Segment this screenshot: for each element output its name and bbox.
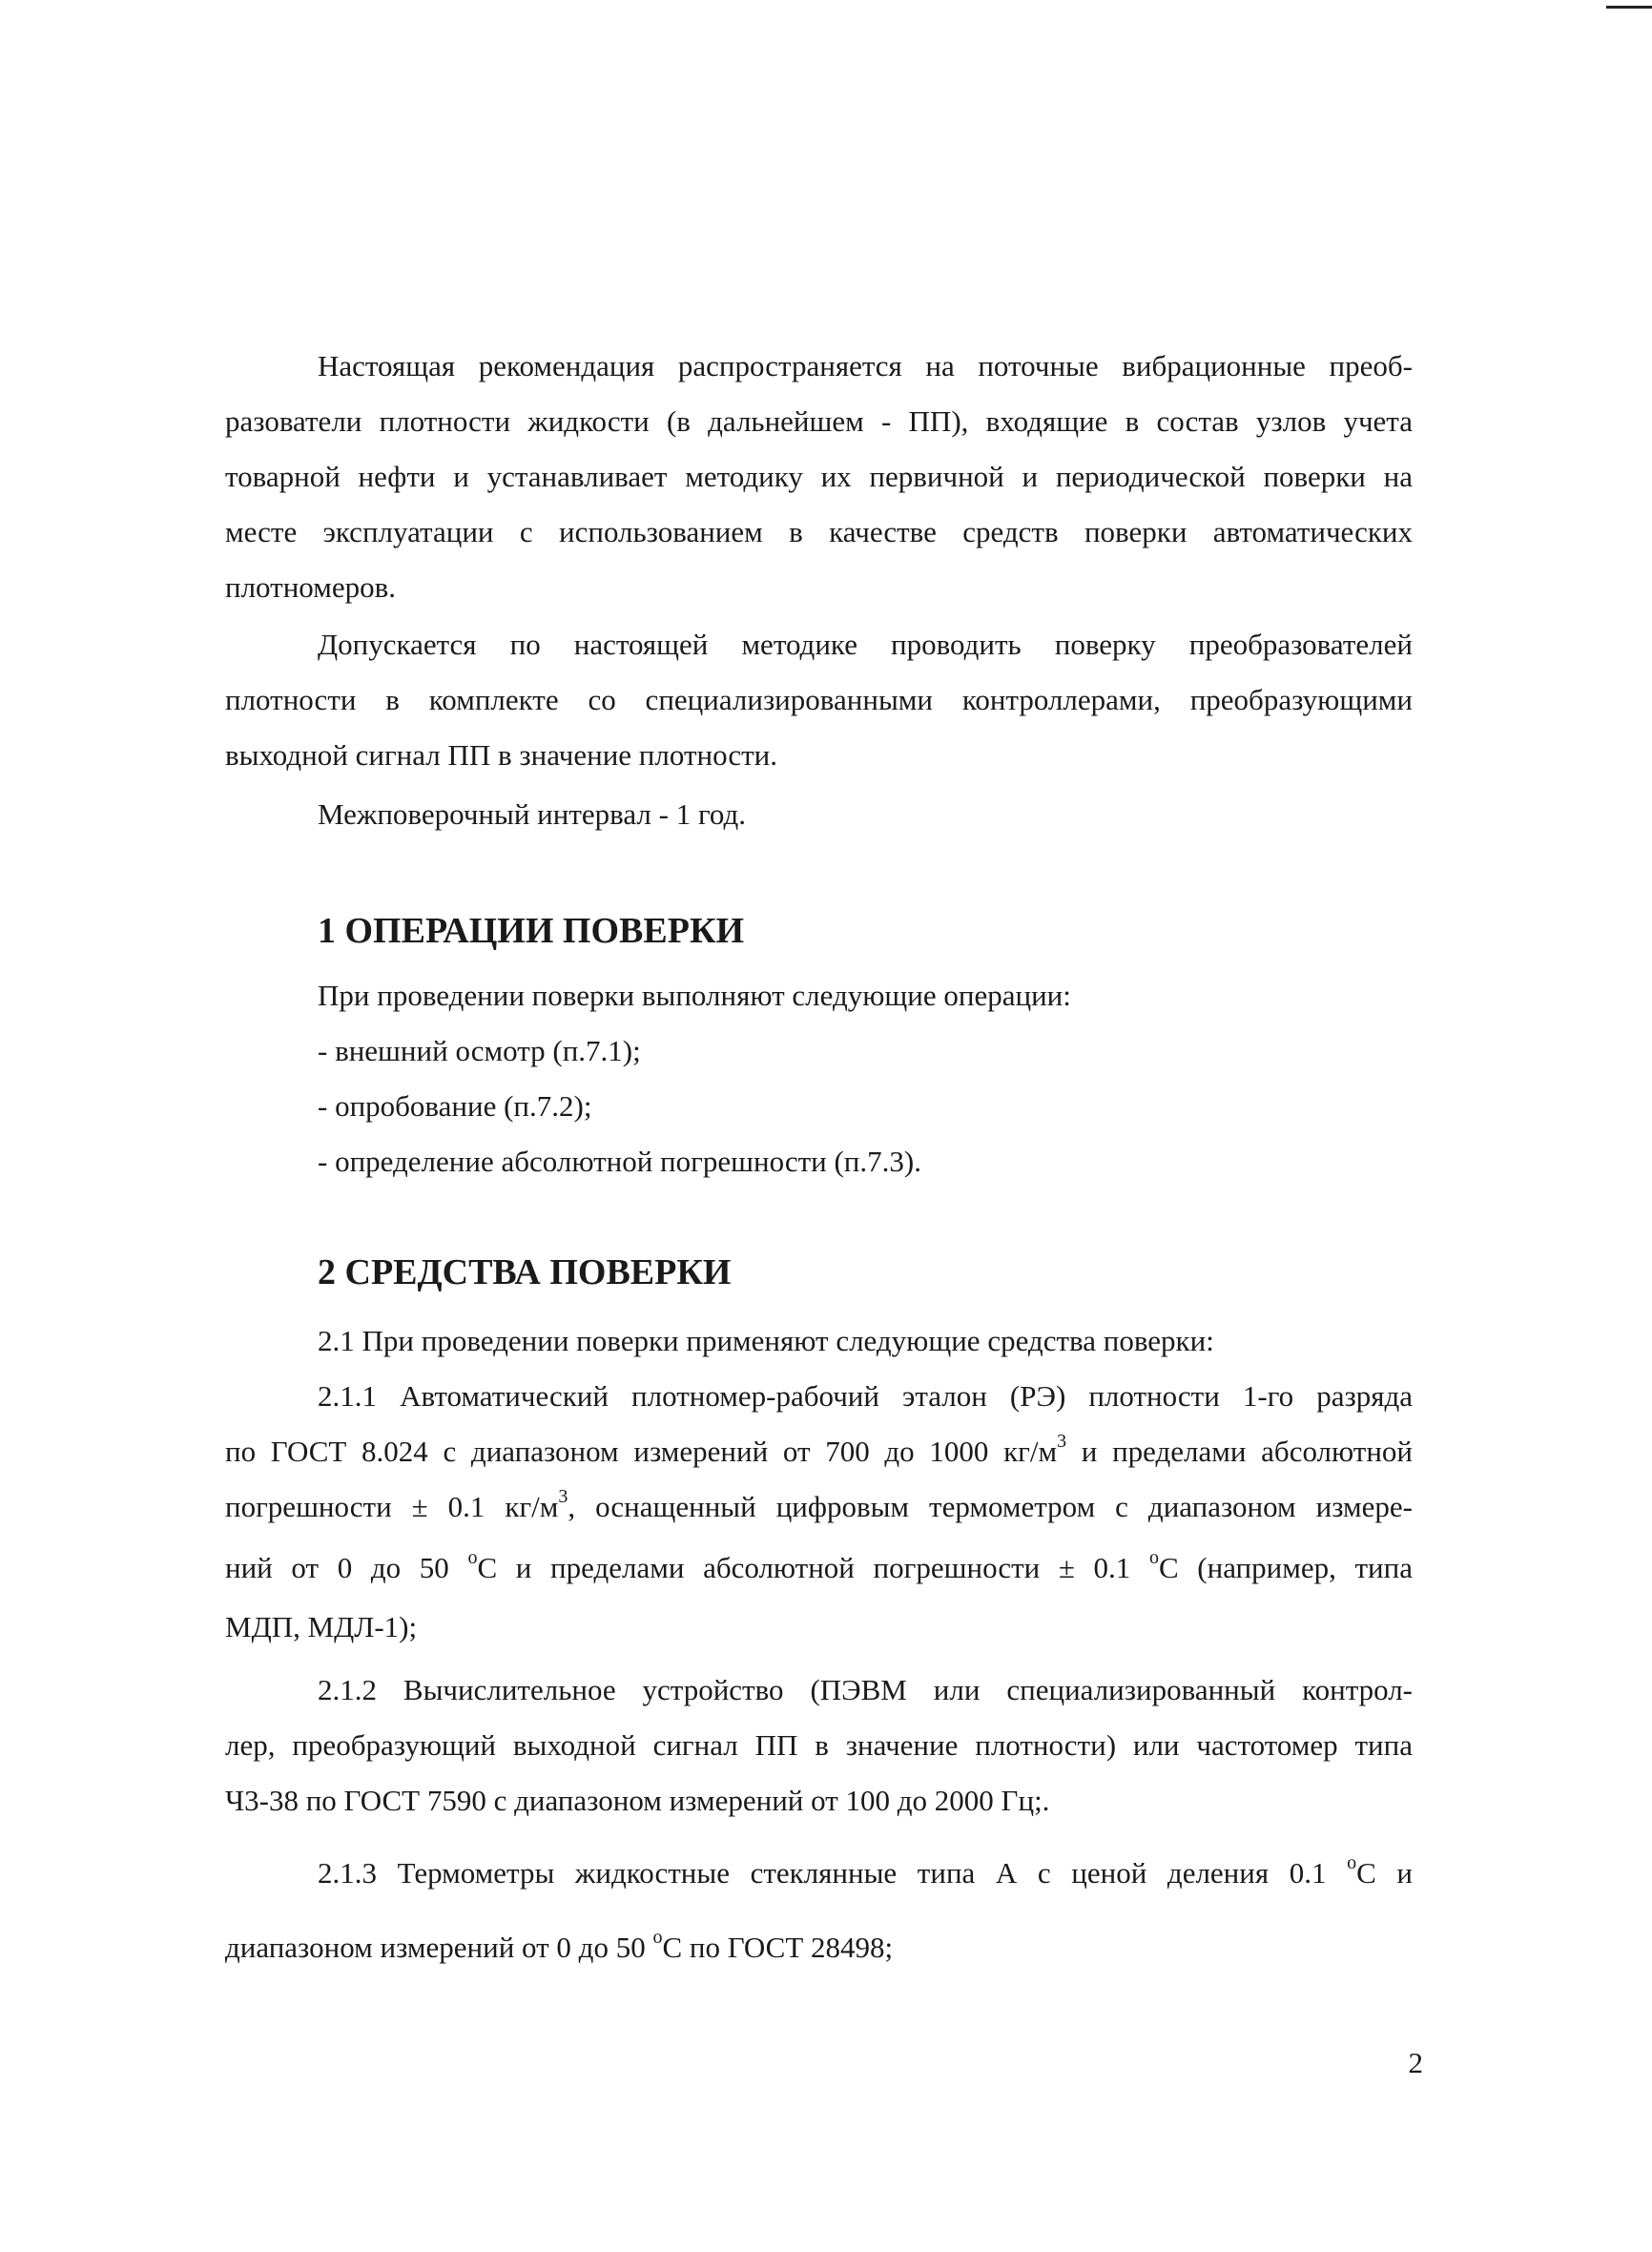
intro-p2-line-1: Допускается по настоящей методике проводить поверку преобразователей xyxy=(318,628,1413,661)
section-2-p212-line-2: лер, преобразующий выходной сигнал ПП в значение плотности) или частотомер типа xyxy=(225,1728,1413,1762)
intro-p1-line-5: плотномеров. xyxy=(225,570,396,604)
section-1-item-1: - внешний осмотр (п.7.1); xyxy=(318,1034,641,1067)
intro-p2-line-3: выходной сигнал ПП в значение плотности. xyxy=(225,738,778,772)
section-2-p213-line-2: диапазоном измерений от 0 до 50 $^о$С по ГОСТ 28498; xyxy=(225,1926,894,1964)
section-2-p21: 2.1 При проведении поверки применяют следующие средства поверки: xyxy=(318,1324,1214,1357)
section-2-p212-line-3: Ч3-38 по ГОСТ 7590 с диапазоном измерений от 100 до 2000 Гц;. xyxy=(225,1784,1050,1817)
section-2-p213-line-1: 2.1.3 Термометры жидкостные стеклянные типа А с ценой деления 0.1 $^о$С и xyxy=(318,1851,1413,1890)
intro-p1-line-2: разователи плотности жидкости (в дальнейшем - ПП), входящие в состав узлов учета xyxy=(225,404,1413,438)
section-2-heading: 2 СРЕДСТВА ПОВЕРКИ xyxy=(318,1252,732,1292)
section-2-p212-line-1: 2.1.2 Вычислительное устройство (ПЭВМ или специализированный контрол- xyxy=(318,1673,1413,1706)
intro-p2-line-2: плотности в комплекте со специализированными контроллерами, преобразующими xyxy=(225,683,1413,716)
intro-p1-line-4: месте эксплуатации с использованием в качестве средств поверки автоматических xyxy=(225,515,1413,548)
section-2-p211-line-1: 2.1.1 Автоматический плотномер-рабочий эталон (РЭ) плотности 1-го разряда xyxy=(318,1379,1413,1413)
intro-p1-line-3: товарной нефти и устанавливает методику их первичной и периодической поверки на xyxy=(225,460,1413,493)
section-2-p211-line-4: ний от 0 до 50 $^о$С и пределами абсолютной погрешности ± 0.1 $^о$С (например, типа xyxy=(225,1546,1413,1584)
section-2-p211-line-3: погрешности ± 0.1 $кг/м^3$, оснащенный цифровым термометром с диапазоном измере- xyxy=(225,1485,1413,1523)
section-1-item-2: - опробование (п.7.2); xyxy=(318,1089,592,1123)
section-1-lead: При проведении поверки выполняют следующие операции: xyxy=(318,979,1071,1012)
section-2-p211-line-2: по ГОСТ 8.024 с диапазоном измерений от 700 до 1000 $кг/м^3$ и пределами абсолютной xyxy=(225,1430,1414,1468)
section-2-p211-line-5: МДП, МДЛ-1); xyxy=(225,1610,418,1643)
intro-p3: Межповерочный интервал - 1 год. xyxy=(318,797,747,831)
intro-p1-line-1: Настоящая рекомендация распространяется на поточные вибрационные преоб- xyxy=(318,349,1413,382)
section-1-item-3: - определение абсолютной погрешности (п.7.3). xyxy=(318,1145,921,1178)
scan-edge-mark xyxy=(1606,6,1652,9)
section-1-heading: 1 ОПЕРАЦИИ ПОВЕРКИ xyxy=(318,911,745,951)
page-number: 2 xyxy=(1408,2046,1423,2079)
